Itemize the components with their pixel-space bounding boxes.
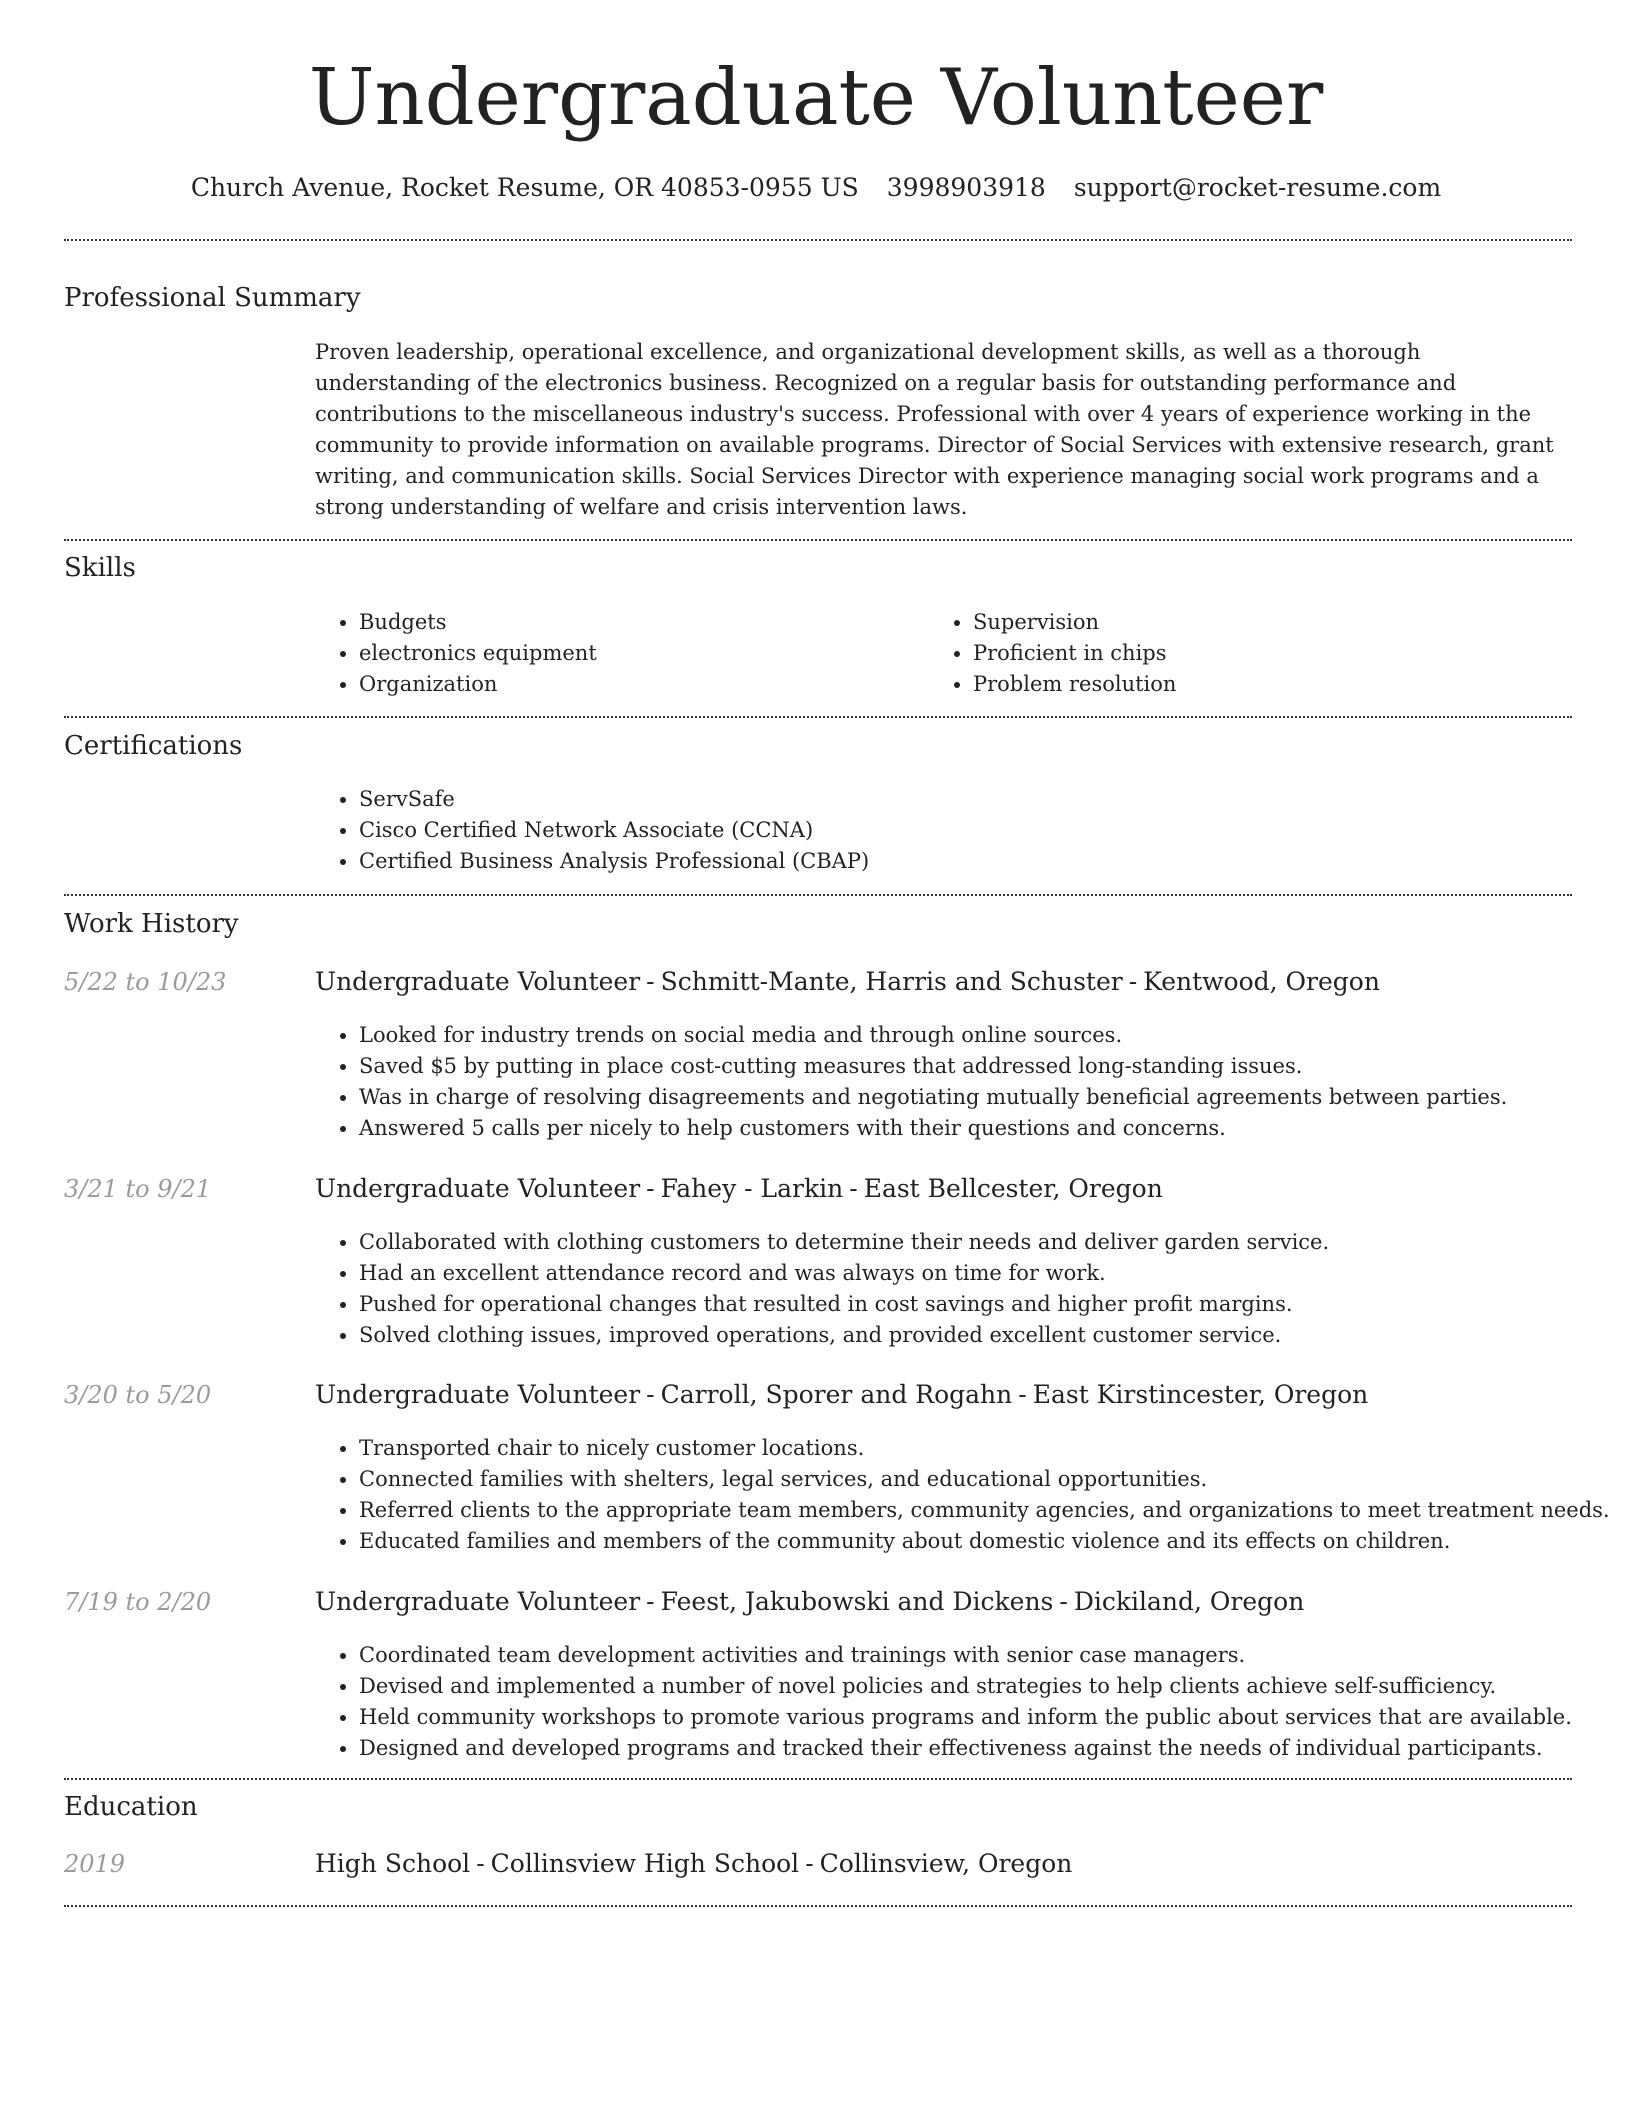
heading-separator: - xyxy=(646,1587,655,1616)
job-location: Dickiland, Oregon xyxy=(1073,1587,1305,1616)
job-location: Kentwood, Oregon xyxy=(1143,967,1380,996)
job-bullets xyxy=(315,1640,1614,1764)
education-year: 2019 xyxy=(64,1850,126,1878)
skills-list-right xyxy=(929,607,1573,700)
heading-separator: - xyxy=(1059,1587,1068,1616)
heading-separator: - xyxy=(1128,967,1138,996)
section-divider xyxy=(64,716,1572,718)
heading-separator: - xyxy=(805,1849,814,1878)
job-heading xyxy=(315,1171,1163,1207)
job-title: Undergraduate Volunteer xyxy=(315,1587,641,1616)
skill-item: • Proficient in chips xyxy=(973,638,1573,669)
job-heading xyxy=(315,1584,1304,1620)
section-title-certifications: Certifications xyxy=(64,731,243,761)
job-company: Carroll, Sporer and Rogahn xyxy=(660,1380,1013,1409)
summary-text: Proven leadership, operational excellence, and organizational development skills, as well as a thorough understanding of the electronics business. Recognized on a regular basis for outstanding performance and contributions to the miscellaneous industry's success. Professional with over 4 years of experience working in the community to provide information on available programs. Director of Social Services with extensive research, grant writing, and communication skills. Social Services Director with experience managing social work programs and a strong understanding of welfare and crisis intervention laws. xyxy=(315,340,1554,519)
job-bullet: • Had an excellent attendance record and was always on time for work. xyxy=(359,1258,1614,1289)
heading-separator: - xyxy=(849,1174,858,1203)
section-divider xyxy=(64,239,1572,241)
job-bullet: • Designed and developed programs and tracked their effectiveness against the needs of individual participants. xyxy=(359,1733,1614,1764)
section-divider xyxy=(64,1905,1572,1907)
heading-separator: - xyxy=(646,1174,655,1203)
job-bullets xyxy=(315,1020,1614,1144)
job-bullet: • Coordinated team development activities and trainings with senior case managers. xyxy=(359,1640,1614,1671)
job-bullet: • Transported chair to nicely customer locations. xyxy=(359,1433,1614,1464)
section-divider xyxy=(64,539,1572,541)
job-dates: 3/21 to 9/21 xyxy=(64,1175,212,1203)
job-company: Fahey - Larkin xyxy=(660,1174,844,1203)
heading-separator: - xyxy=(1018,1380,1027,1409)
job-dates: 3/20 to 5/20 xyxy=(64,1381,212,1409)
skill-item: • electronics equipment xyxy=(359,638,919,669)
heading-separator: - xyxy=(646,967,655,996)
job-bullet: • Educated families and members of the community about domestic violence and its effects on children. xyxy=(359,1526,1614,1557)
contact-address: Church Avenue, Rocket Resume, OR 40853-0955 US xyxy=(190,173,859,202)
certifications-list xyxy=(315,784,1559,877)
job-bullet: • Pushed for operational changes that resulted in cost savings and higher profit margins. xyxy=(359,1289,1614,1320)
job-bullet: • Devised and implemented a number of novel policies and strategies to help clients achieve self-sufficiency. xyxy=(359,1671,1614,1702)
job-bullets xyxy=(315,1433,1614,1557)
certification-item: • ServSafe xyxy=(359,784,1559,815)
education-heading xyxy=(315,1846,1072,1882)
job-heading xyxy=(315,964,1380,1000)
section-divider xyxy=(64,1778,1572,1780)
job-bullet: • Referred clients to the appropriate team members, community agencies, and organizations to meet treatment needs. xyxy=(359,1495,1614,1526)
job-bullet: • Held community workshops to promote various programs and inform the public about services that are available. xyxy=(359,1702,1614,1733)
job-bullet: • Was in charge of resolving disagreements and negotiating mutually beneficial agreements between parties. xyxy=(359,1082,1614,1113)
job-company: Schmitt-Mante, Harris and Schuster xyxy=(660,967,1123,996)
certification-item: • Certified Business Analysis Professional (CBAP) xyxy=(359,846,1559,877)
education-location: Collinsview, Oregon xyxy=(819,1849,1073,1878)
skill-item: • Organization xyxy=(359,669,919,700)
section-title-skills: Skills xyxy=(64,553,136,583)
section-title-education: Education xyxy=(64,1792,198,1822)
heading-separator: - xyxy=(476,1849,485,1878)
skill-item: • Problem resolution xyxy=(973,669,1573,700)
job-company: Feest, Jakubowski and Dickens xyxy=(660,1587,1054,1616)
section-title-summary: Professional Summary xyxy=(64,283,361,313)
section-divider xyxy=(64,894,1572,896)
skill-item: • Supervision xyxy=(973,607,1573,638)
skill-item: • Budgets xyxy=(359,607,919,638)
job-heading xyxy=(315,1377,1368,1413)
heading-separator: - xyxy=(646,1380,655,1409)
education-school: Collinsview High School xyxy=(490,1849,800,1878)
job-title: Undergraduate Volunteer xyxy=(315,967,641,996)
skills-list-left xyxy=(315,607,919,700)
job-location: East Kirstincester, Oregon xyxy=(1032,1380,1369,1409)
resume-name: Undergraduate Volunteer xyxy=(308,53,1324,143)
contact-email: support@rocket-resume.com xyxy=(1073,173,1442,202)
section-title-work-history: Work History xyxy=(64,909,239,939)
job-bullet: • Solved clothing issues, improved operations, and provided excellent customer service. xyxy=(359,1320,1614,1351)
job-bullet: • Answered 5 calls per nicely to help customers with their questions and concerns. xyxy=(359,1113,1614,1144)
contact-phone: 3998903918 xyxy=(886,173,1046,202)
job-bullet: • Looked for industry trends on social media and through online sources. xyxy=(359,1020,1614,1051)
job-location: East Bellcester, Oregon xyxy=(863,1174,1163,1203)
job-title: Undergraduate Volunteer xyxy=(315,1380,641,1409)
job-dates: 7/19 to 2/20 xyxy=(64,1588,212,1616)
education-degree: High School xyxy=(315,1849,471,1878)
job-bullets xyxy=(315,1227,1614,1351)
contact-line xyxy=(0,168,1632,208)
job-title: Undergraduate Volunteer xyxy=(315,1174,641,1203)
job-dates: 5/22 to 10/23 xyxy=(64,968,227,996)
certification-item: • Cisco Certified Network Associate (CCNA) xyxy=(359,815,1559,846)
job-bullet: • Connected families with shelters, legal services, and educational opportunities. xyxy=(359,1464,1614,1495)
job-bullet: • Collaborated with clothing customers to determine their needs and deliver garden service. xyxy=(359,1227,1614,1258)
job-bullet: • Saved $5 by putting in place cost-cutting measures that addressed long-standing issues. xyxy=(359,1051,1614,1082)
